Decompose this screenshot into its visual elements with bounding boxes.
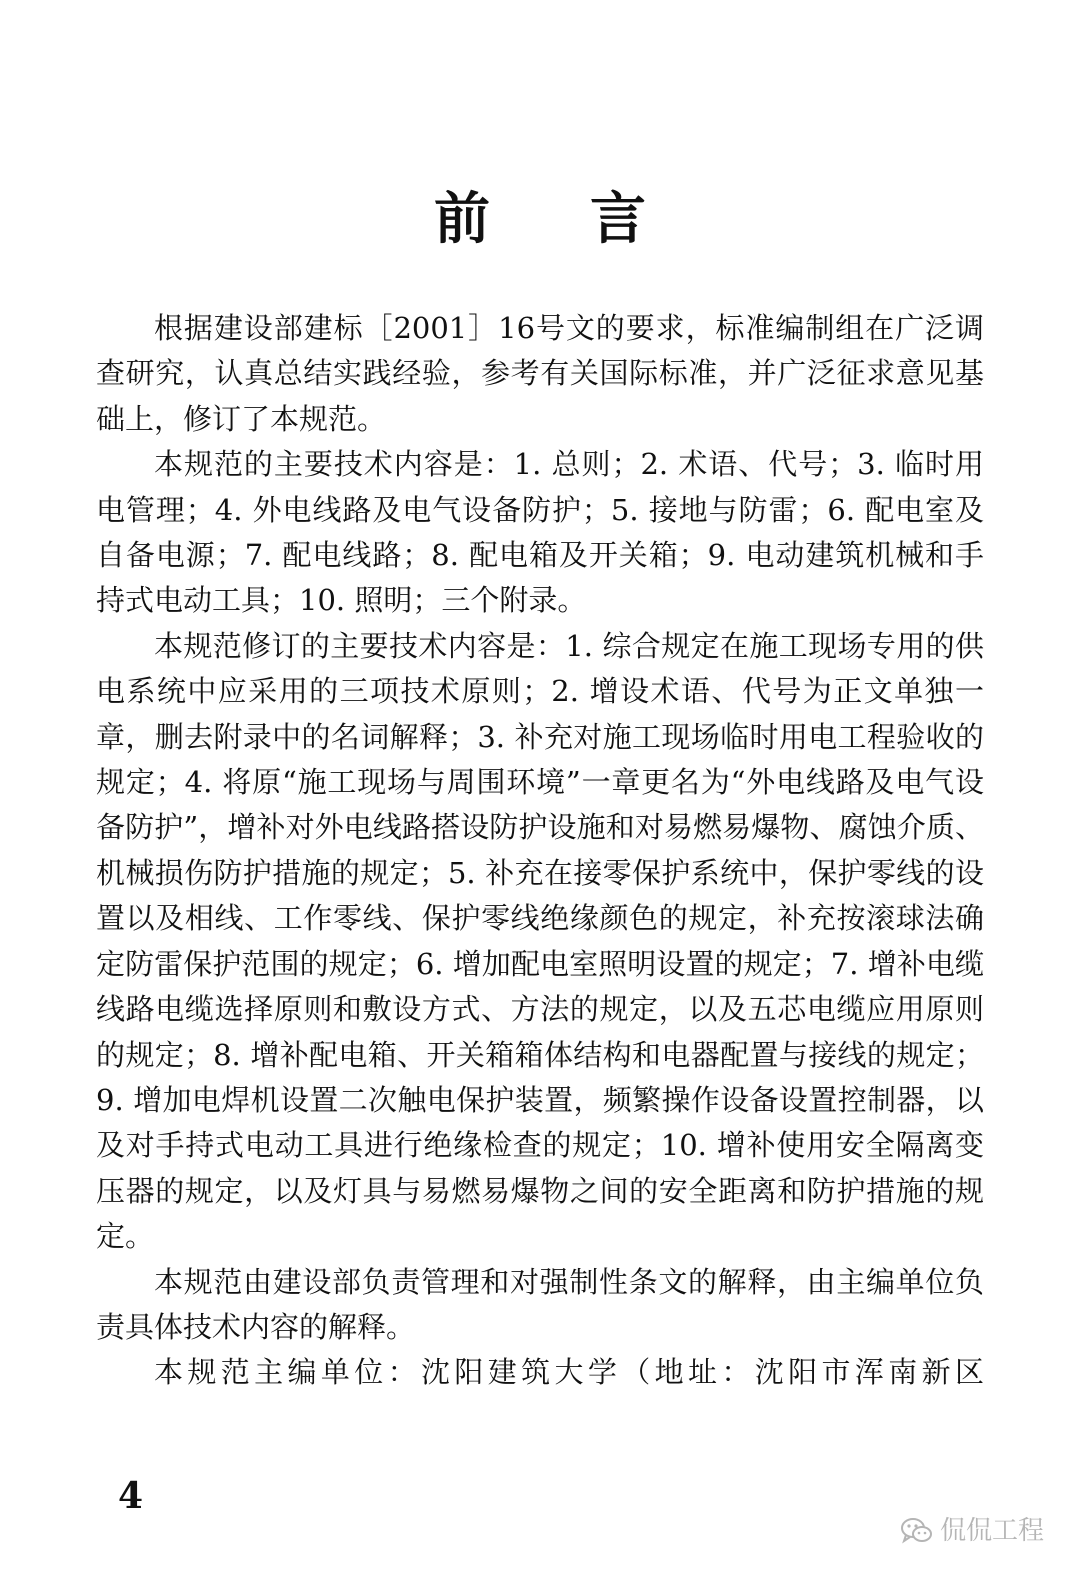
paragraph-revision-content: 本规范修订的主要技术内容是：1. 综合规定在施工现场专用的供电系统中应采用的三项技术原则；2. 增设术语、代号为正文单独一章，删去附录中的名词解释；3. 补充对施工现场临时用电工程验收的规定；4. 将原“施工现场与周围环境”一章更名为“外电线路及电气设备防护”，增补对外电线路搭设防护设施和对易燃易爆物、腐蚀介质、机械损伤防护措施的规定；5. 补充在接零保护系统中，保护零线的设置以及相线、工作零线、保护零线绝缘颜色的规定，补充按滚球法确定防雷保护范围的规定；6. 增加配电室照明设置的规定；7. 增补电缆线路电缆选择原则和敷设方式、方法的规定，以及五芯电缆应用原则的规定；8. 增补配电箱、开关箱箱体结构和电器配置与接线的规定；9. 增加电焊机设置二次触电保护装置，频繁操作设备设置控制器，以及对手持式电动工具进行绝缘检查的规定；10. 增补使用安全隔离变压器的规定，以及灯具与易燃易爆物之间的安全距离和防护措施的规定。 bbox=[96, 628, 984, 1254]
watermark bbox=[900, 1516, 1044, 1546]
page-title: 前言 bbox=[434, 186, 746, 252]
watermark-text: 侃侃工程 bbox=[940, 1516, 1045, 1546]
paragraph-basis: 根据建设部建标［2001］16号文的要求，标准编制组在广泛调查研究，认真总结实践经验，参考有关国际标准，并广泛征求意见基础上，修订了本规范。 bbox=[96, 311, 984, 436]
body-text bbox=[96, 306, 984, 1396]
paragraph-management: 本规范由建设部负责管理和对强制性条文的解释，由主编单位负责具体技术内容的解释。 bbox=[96, 1264, 984, 1344]
wechat-icon bbox=[900, 1516, 934, 1546]
page-number: 4 bbox=[118, 1475, 144, 1517]
paragraph-main-content: 本规范的主要技术内容是：1. 总则；2. 术语、代号；3. 临时用电管理；4. 外电线路及电气设备防护；5. 接地与防雷；6. 配电室及自备电源；7. 配电线路；8. 配电箱及开关箱；9. 电动建筑机械和手持式电动工具；10. 照明；三个附录。 bbox=[96, 447, 984, 618]
paragraph-chief-editor: 本规范主编单位：沈阳建筑大学（地址：沈阳市浑南新区 bbox=[154, 1355, 984, 1390]
